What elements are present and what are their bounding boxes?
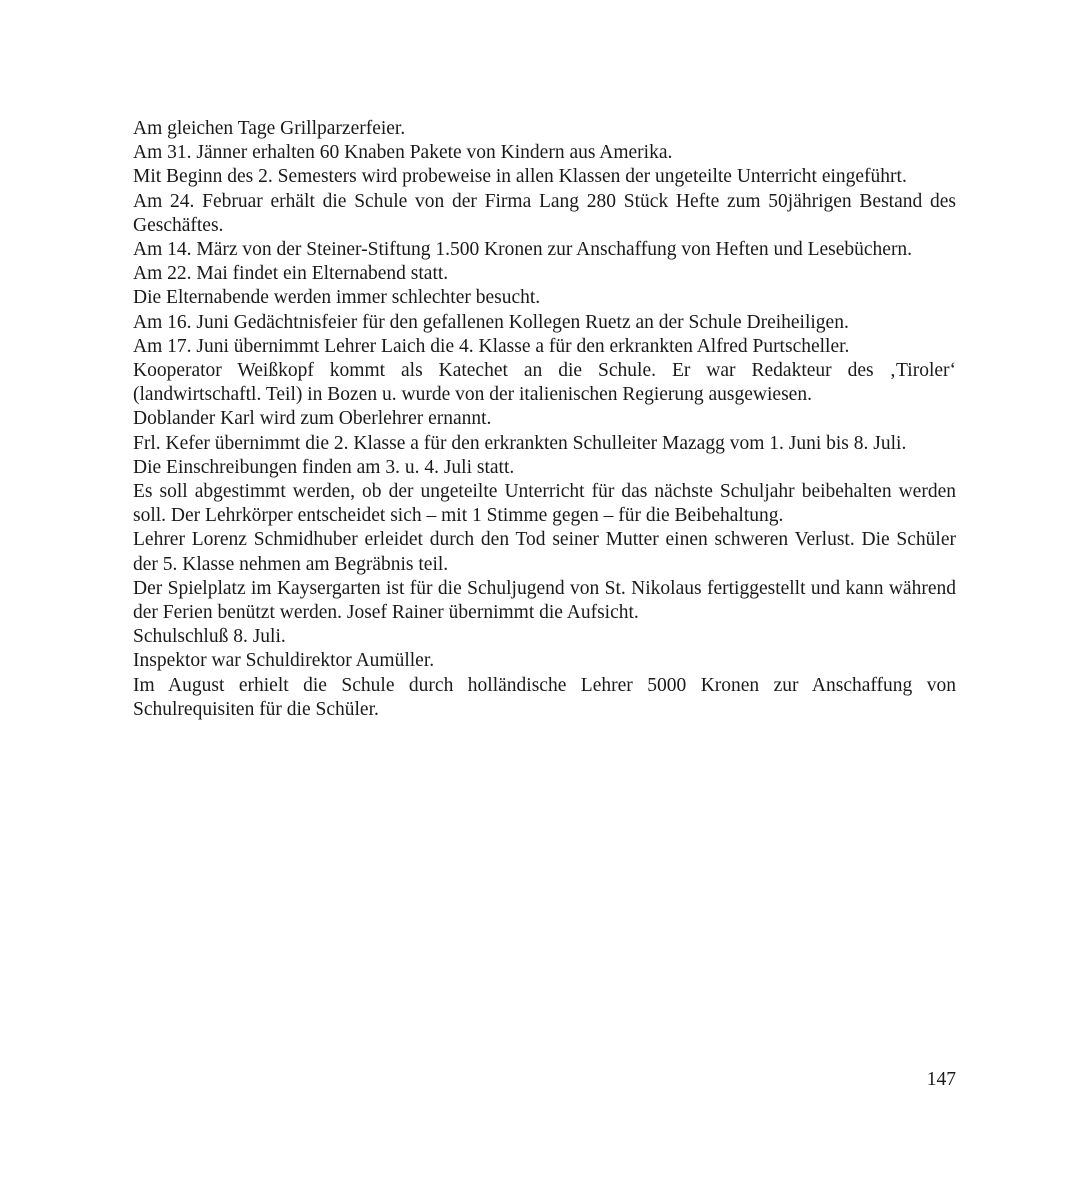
- paragraph: Am 24. Februar erhält die Schule von der Firma Lang 280 Stück Hefte zum 50jährigen Bestand des Geschäftes.: [133, 190, 956, 236]
- paragraph: Inspektor war Schuldirektor Aumüller.: [133, 650, 435, 672]
- paragraph: Die Elternabende werden immer schlechter besucht.: [133, 287, 541, 309]
- paragraph: Es soll abgestimmt werden, ob der ungeteilte Unterricht für das nächste Schuljahr beibehalten werden soll. Der Lehrkörper entscheidet sich – mit 1 Stimme gegen – für die Beibehaltung.: [133, 481, 956, 527]
- paragraph: Mit Beginn des 2. Semesters wird probeweise in allen Klassen der ungeteilte Unterricht eingeführt.: [133, 166, 907, 188]
- paragraph: Am 14. März von der Steiner-Stiftung 1.500 Kronen zur Anschaffung von Heften und Lesebüchern.: [133, 239, 913, 261]
- paragraph: Doblander Karl wird zum Oberlehrer ernannt.: [133, 408, 492, 430]
- paragraph: Kooperator Weißkopf kommt als Katechet an die Schule. Er war Redakteur des ‚Tiroler‘ (landwirtschaftl. Teil) in Bozen u. wurde von der italienischen Regierung ausgewiesen.: [133, 360, 956, 406]
- paragraph: Frl. Kefer übernimmt die 2. Klasse a für den erkrankten Schulleiter Mazagg vom 1. Juni bis 8. Juli.: [133, 432, 907, 454]
- paragraph: Am 16. Juni Gedächtnisfeier für den gefallenen Kollegen Ruetz an der Schule Dreiheiligen.: [133, 311, 849, 333]
- paragraph: Die Einschreibungen finden am 3. u. 4. Juli statt.: [133, 456, 515, 478]
- paragraph: Am gleichen Tage Grillparzerfeier.: [133, 118, 406, 139]
- paragraph: Am 31. Jänner erhalten 60 Knaben Pakete von Kindern aus Amerika.: [133, 142, 673, 164]
- body-text: [133, 117, 956, 722]
- paragraph: Schulschluß 8. Juli.: [133, 626, 286, 648]
- paragraph: Im August erhielt die Schule durch holländische Lehrer 5000 Kronen zur Anschaffung von Schulrequisiten für die Schüler.: [133, 674, 956, 720]
- page-number: 147: [926, 1069, 956, 1090]
- paragraph: Lehrer Lorenz Schmidhuber erleidet durch den Tod seiner Mutter einen schweren Verlust. Die Schüler der 5. Klasse nehmen am Begräbnis teil.: [133, 529, 956, 575]
- paragraph: Am 17. Juni übernimmt Lehrer Laich die 4. Klasse a für den erkrankten Alfred Purtscheller.: [133, 335, 850, 357]
- paragraph: Am 22. Mai findet ein Elternabend statt.: [133, 263, 449, 285]
- paragraph: Der Spielplatz im Kaysergarten ist für die Schuljugend von St. Nikolaus fertiggestellt und kann während der Ferien benützt werden. Josef Rainer übernimmt die Aufsicht.: [133, 577, 956, 624]
